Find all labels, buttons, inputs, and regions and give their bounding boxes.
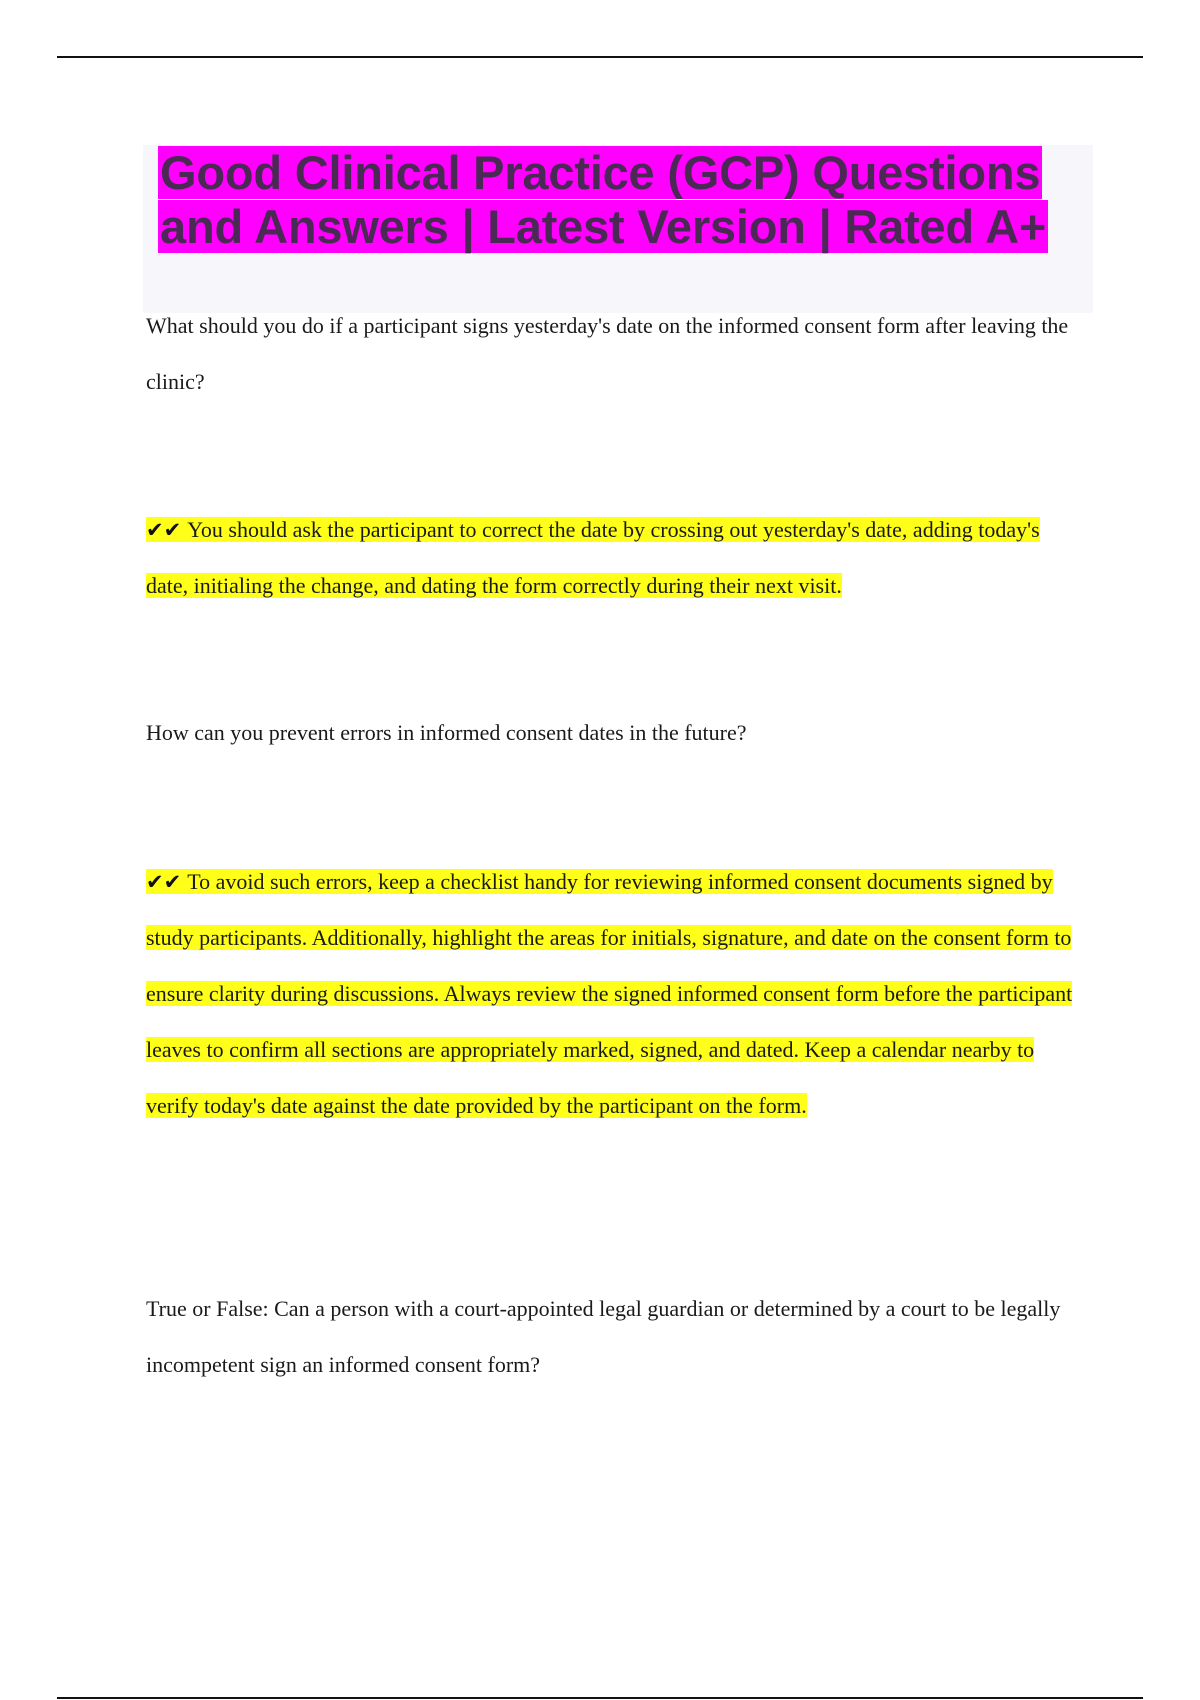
answer-2-highlight [146, 869, 1072, 1118]
answer-1 [146, 502, 1076, 614]
answer-2 [146, 854, 1076, 1134]
question-3: True or False: Can a person with a court-appointed legal guardian or determined by a court to be legally incompetent sign an informed consent form? [146, 1296, 1061, 1377]
double-checkmark-icon: ✔✔ [146, 518, 182, 542]
double-checkmark-icon: ✔✔ [146, 870, 182, 894]
answer-1-highlight [146, 517, 1040, 598]
document-title [158, 146, 1078, 254]
question-1: What should you do if a participant signs yesterday's date on the informed consent form after leaving the clinic? [146, 313, 1069, 394]
answer-2-text: To avoid such errors, keep a checklist handy for reviewing informed consent documents signed by study participants. Additionally, highlight the areas for initials, signature, and date on the consent form to ensure clarity during discussions. Always review the signed informed consent form before the participant leaves to confirm all sections are appropriately marked, signed, and dated. Keep a calendar nearby to verify today's date against the date provided by the participant on the form. [146, 869, 1073, 1118]
question-2: How can you prevent errors in informed consent dates in the future? [146, 720, 747, 745]
bottom-rule [57, 1697, 1143, 1699]
answer-1-text: You should ask the participant to correct the date by crossing out yesterday's date, adding today's date, initialing the change, and dating the form correctly during their next visit. [146, 517, 1040, 598]
document-title-text: Good Clinical Practice (GCP) Questions and Answers | Latest Version | Rated A+ [160, 146, 1047, 253]
top-rule [57, 56, 1143, 58]
